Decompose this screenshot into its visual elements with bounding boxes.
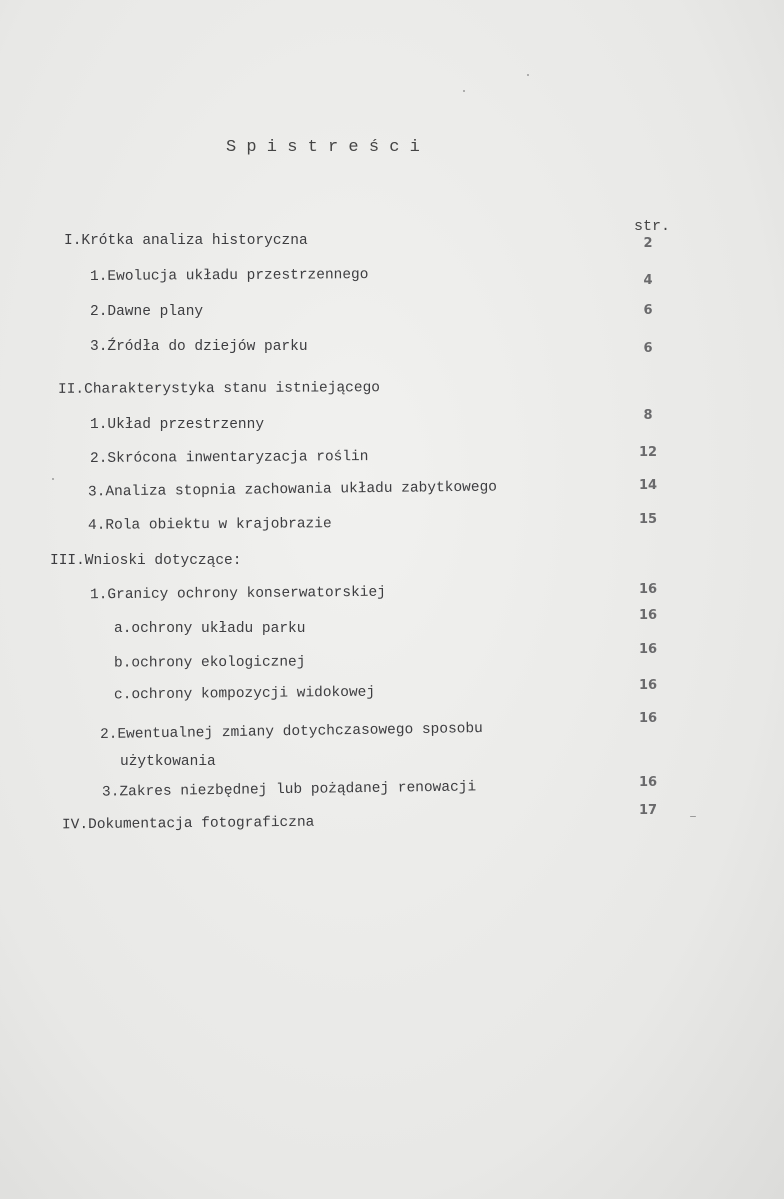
paper-speck bbox=[463, 90, 465, 92]
toc-entry: 4.Rola obiektu w krajobrazie bbox=[87, 516, 332, 534]
toc-page-number: 6 bbox=[643, 341, 653, 356]
toc-entry: 2.Skrócona inwentaryzacja roślin bbox=[89, 449, 369, 467]
toc-entry: 1.Układ przestrzenny bbox=[90, 417, 265, 433]
toc-page-number: 16 bbox=[638, 775, 658, 790]
toc-page-number: 16 bbox=[638, 582, 658, 597]
toc-entry: a.ochrony układu parku bbox=[114, 621, 306, 637]
toc-entry: I.Krótka analiza historyczna bbox=[64, 233, 308, 249]
toc-entry: 3.Analiza stopnia zachowania układu zabytkowego bbox=[87, 479, 498, 501]
toc-entry: IV.Dokumentacja fotograficzna bbox=[61, 814, 315, 834]
toc-page-number: 16 bbox=[638, 608, 658, 623]
toc-entry: 1.Granicy ochrony konserwatorskiej bbox=[89, 584, 386, 604]
page-title: S p i s t r e ś c i bbox=[226, 138, 420, 157]
toc-entry: 3.Zakres niezbędnej lub pożądanej renowacji bbox=[101, 779, 477, 801]
toc-page-number: 15 bbox=[638, 512, 658, 527]
toc-entry: 2.Dawne plany bbox=[90, 304, 204, 320]
toc-page-number: 2 bbox=[643, 236, 653, 251]
paper-speck bbox=[527, 74, 529, 76]
toc-page-number: 8 bbox=[643, 408, 653, 423]
toc-page-number: 14 bbox=[638, 478, 658, 493]
page-column-label: str. bbox=[634, 218, 671, 235]
toc-page-number: 17 bbox=[638, 803, 658, 818]
toc-entry: II.Charakterystyka stanu istniejącego bbox=[57, 380, 380, 398]
toc-entry: 1.Ewolucja układu przestrzennego bbox=[89, 267, 369, 285]
toc-page-number: 4 bbox=[643, 273, 653, 288]
toc-entry: 2.Ewentualnej zmiany dotychczasowego sposobu bbox=[99, 720, 483, 744]
paper-speck bbox=[52, 478, 54, 480]
toc-entry: III.Wnioski dotyczące: bbox=[50, 553, 242, 569]
toc-page-number: 6 bbox=[643, 303, 653, 318]
toc-entry: użytkowania bbox=[120, 754, 216, 770]
toc-page-number: 16 bbox=[638, 711, 658, 726]
paper-speck bbox=[690, 816, 696, 817]
toc-entry: c.ochrony kompozycji widokowej bbox=[113, 684, 376, 704]
toc-entry: b.ochrony ekologicznej bbox=[113, 654, 306, 672]
toc-entry: 3.Źródła do dziejów parku bbox=[90, 339, 308, 355]
toc-page-number: 16 bbox=[638, 678, 658, 693]
toc-page-number: 16 bbox=[638, 642, 658, 657]
toc-page-number: 12 bbox=[638, 445, 658, 460]
